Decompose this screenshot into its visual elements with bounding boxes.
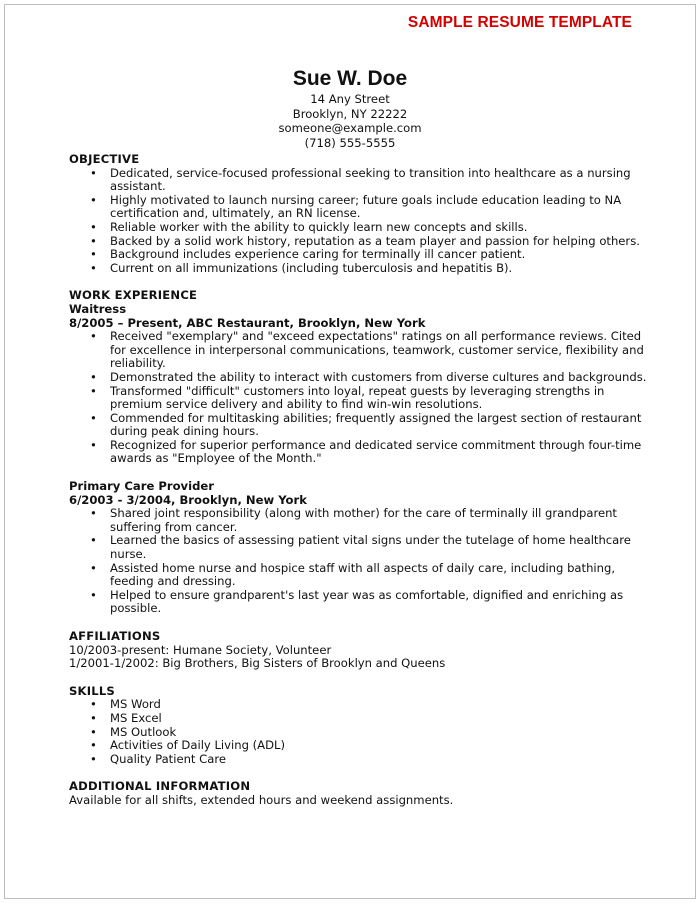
bullet-icon: • — [90, 192, 97, 207]
resume-header — [0, 66, 700, 150]
list-item: • Current on all immunizations (including tuberculosis and hepatitis B). — [90, 260, 513, 275]
resume-body — [69, 153, 649, 808]
bullet-icon: • — [90, 329, 97, 344]
phone-number: (718) 555-5555 — [304, 135, 396, 150]
job-title: Waitress — [69, 301, 127, 316]
list-item: • Recognized for superior performance and dedicated service commitment through four-time awards as "Employee of the Month." — [90, 437, 642, 466]
additional-information-text: Available for all shifts, extended hours and weekend assignments. — [69, 792, 454, 807]
bullet-icon: • — [90, 233, 97, 248]
affiliations-heading: AFFILIATIONS — [69, 629, 161, 643]
objective-heading: OBJECTIVE — [69, 152, 140, 166]
bullet-icon: • — [90, 697, 97, 712]
list-item: • Helped to ensure grandparent's last year was as comfortable, dignified and enriching as possible. — [90, 587, 624, 616]
skills-heading: SKILLS — [69, 683, 115, 698]
bullet-icon: • — [90, 724, 97, 739]
job-duties-list — [69, 330, 649, 466]
work-experience-section — [69, 289, 649, 616]
bullet-icon: • — [90, 247, 97, 262]
bullet-icon: • — [90, 710, 97, 725]
bullet-icon: • — [90, 533, 97, 548]
objective-section — [69, 153, 649, 275]
bullet-icon: • — [90, 383, 97, 398]
list-item: • Commended for multitasking abilities; frequently assigned the largest section of restaurant during peak dining hours. — [90, 410, 642, 439]
additional-information-heading: ADDITIONAL INFORMATION — [69, 779, 251, 794]
bullet-icon: • — [90, 738, 97, 753]
bullet-icon: • — [90, 437, 97, 452]
list-item: • Backed by a solid work history, reputation as a team player and passion for helping others. — [90, 233, 640, 248]
list-item: • Quality Patient Care — [90, 751, 227, 766]
list-item: • Dedicated, service-focused professional seeking to transition into healthcare as a nursing assistant. — [90, 165, 631, 194]
skills-section — [69, 685, 649, 767]
list-item: • MS Outlook — [90, 724, 177, 739]
list-item: • Transformed "difficult" customers into loyal, repeat guests by leveraging strengths in premium service delivery and ability to find win-win resolutions. — [90, 383, 605, 412]
bullet-icon: • — [90, 506, 97, 521]
list-item: • Received "exemplary" and "exceed expectations" ratings on all performance reviews. Cited for excellence in interpersonal communications, teamwork, customer service, flexibility and reliability. — [90, 329, 644, 371]
template-banner: SAMPLE RESUME TEMPLATE — [407, 14, 632, 31]
list-item: • Shared joint responsibility (along with mother) for the care of terminally ill grandparent suffering from cancer. — [90, 506, 617, 534]
street-address: 14 Any Street — [310, 92, 390, 106]
bullet-icon: • — [90, 219, 97, 234]
candidate-name: Sue W. Doe — [292, 67, 408, 90]
list-item: • Reliable worker with the ability to quickly learn new concepts and skills. — [90, 219, 528, 234]
skills-list — [69, 698, 649, 766]
job-dates: 8/2005 – Present, ABC Restaurant, Brooklyn, New York — [69, 315, 426, 330]
job-dates: 6/2003 - 3/2004, Brooklyn, New York — [69, 492, 307, 507]
bullet-icon: • — [90, 560, 97, 575]
list-item: • Demonstrated the ability to interact with customers from diverse cultures and backgrounds. — [90, 369, 647, 384]
list-item: • Background includes experience caring for terminally ill cancer patient. — [90, 247, 526, 262]
list-item: • MS Excel — [90, 710, 162, 725]
bullet-icon: • — [90, 260, 97, 275]
job-title: Primary Care Provider — [69, 479, 214, 494]
bullet-icon: • — [90, 410, 97, 425]
bullet-icon: • — [90, 751, 97, 766]
additional-information-section — [69, 780, 649, 807]
list-item: • Learned the basics of assessing patient vital signs under the tutelage of home healthcare nurse. — [90, 533, 631, 562]
affiliation-line: 10/2003-present: Humane Society, Volunteer — [69, 642, 332, 657]
bullet-icon: • — [90, 165, 97, 180]
affiliation-line: 1/2001-1/2002: Big Brothers, Big Sisters of Brooklyn and Queens — [69, 656, 446, 671]
bullet-icon: • — [90, 587, 97, 602]
city-state-zip: Brooklyn, NY 22222 — [292, 106, 408, 121]
list-item: • MS Word — [90, 697, 161, 712]
work-experience-heading: WORK EXPERIENCE — [69, 288, 198, 303]
objective-list — [69, 167, 649, 276]
list-item: • Activities of Daily Living (ADL) — [90, 738, 285, 753]
bullet-icon: • — [90, 369, 97, 384]
list-item: • Assisted home nurse and hospice staff with all aspects of daily care, including bathing, feeding and dressing. — [90, 560, 616, 589]
job-duties-list — [69, 507, 649, 616]
job-entry-waitress — [69, 303, 649, 466]
list-item: • Highly motivated to launch nursing career; future goals include education leading to NA certification and, ultimately, an RN license. — [90, 192, 622, 221]
email-address: someone@example.com — [278, 121, 422, 135]
job-entry-primary-care-provider — [69, 480, 649, 616]
affiliations-section — [69, 630, 649, 671]
